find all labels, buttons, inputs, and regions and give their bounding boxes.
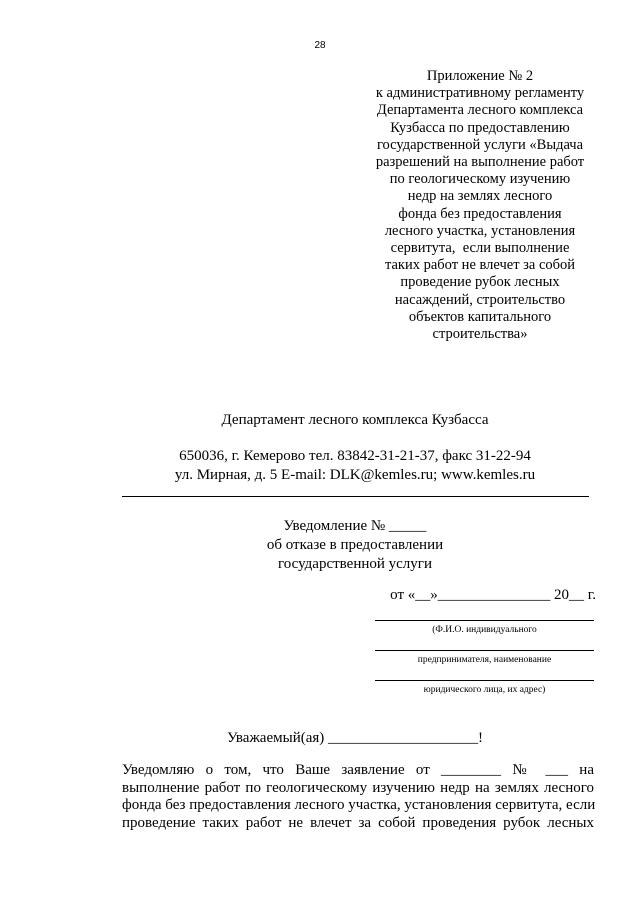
appendix-line: Департамента лесного комплекса	[376, 102, 584, 119]
contact-street-email: ул. Мирная, д. 5 E-mail: DLK@kemles.ru; www.kemles.ru	[174, 467, 536, 483]
notice-title-line: государственной услуги	[278, 556, 432, 572]
appendix-line: государственной услуги «Выдача	[376, 136, 584, 153]
body-line: фонда без предоставления лесного участка, установления сервитута, если	[122, 797, 596, 814]
contact-block	[0, 447, 640, 485]
recipient-field	[375, 650, 594, 665]
appendix-line: по геологическому изучению	[389, 171, 571, 188]
appendix-line: недр на землях лесного	[407, 188, 553, 205]
page-number: 28	[314, 40, 326, 51]
body-line: проведение таких работ не влечет за собой проведения рубок лесных	[122, 815, 594, 832]
recipient-field	[375, 620, 594, 635]
header-divider	[122, 496, 589, 497]
recipient-line	[375, 680, 594, 681]
appendix-line: проведение рубок лесных	[400, 274, 560, 291]
organization-name: Департамент лесного комплекса Кузбасса	[221, 412, 489, 428]
appendix-line: фонда без предоставления	[398, 205, 562, 222]
appendix-line: таких работ не влечет за собой	[384, 257, 576, 274]
recipient-field	[375, 680, 594, 695]
date-line: от «__»_______________ 20__ г.	[390, 587, 596, 603]
body-paragraph-lines	[122, 762, 594, 833]
notice-title-line: Уведомление № _____	[283, 518, 427, 534]
appendix-line: строительства»	[432, 326, 528, 343]
appendix-line: лесного участка, установления	[384, 222, 576, 239]
recipient-caption: юридического лица, их адрес)	[423, 685, 546, 695]
body-line: Уведомляю о том, что Ваше заявление от ________ № ___ на	[122, 762, 594, 778]
notice-title-line: об отказе в предоставлении	[266, 537, 444, 553]
appendix-line: разрешений на выполнение работ	[375, 154, 585, 171]
notice-title	[0, 517, 640, 574]
appendix-line: к административному регламенту	[375, 85, 585, 102]
appendix-line: Приложение № 2	[426, 68, 534, 84]
appendix-line: Кузбасса по предоставлению	[390, 119, 570, 136]
appendix-line: насаждений, строительство	[394, 291, 566, 308]
appendix-line: сервитута, если выполнение	[390, 240, 570, 257]
recipient-line	[375, 650, 594, 651]
appendix-header	[355, 68, 605, 343]
greeting: Уважаемый(ая) ____________________!	[226, 730, 484, 746]
appendix-line: объектов капитального	[408, 308, 552, 325]
recipient-caption: (Ф.И.О. индивидуального	[432, 625, 537, 635]
recipient-caption: предпринимателя, наименование	[417, 655, 552, 665]
contact-address-phone: 650036, г. Кемерово тел. 83842-31-21-37, факс 31-22-94	[179, 448, 531, 464]
body-line: выполнение работ по геологическому изучению недр на землях лесного	[122, 779, 594, 796]
recipient-line	[375, 620, 594, 621]
